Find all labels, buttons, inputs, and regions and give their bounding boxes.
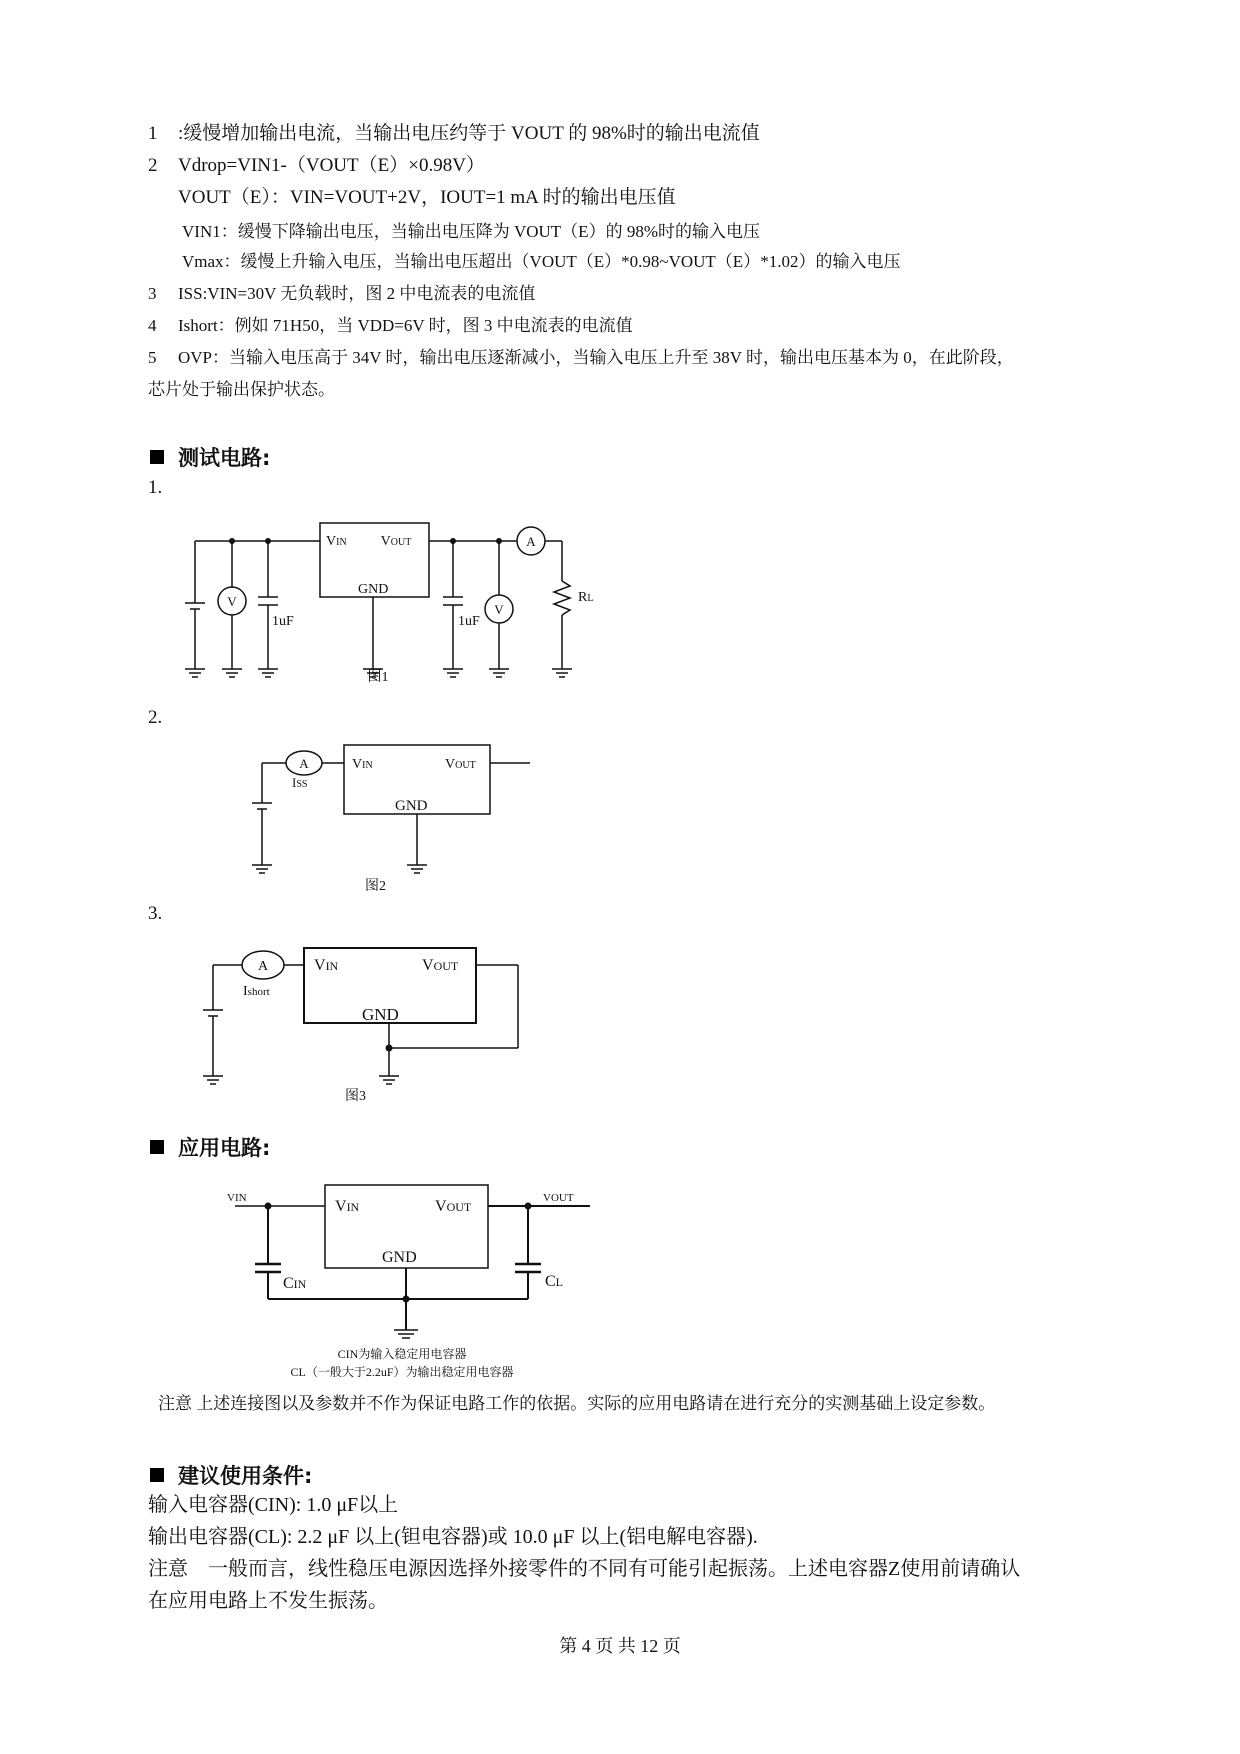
condition-note-cont: 在应用电路上不发生振荡。	[148, 1590, 388, 1612]
condition-cl: 输出电容器(CL): 2.2 μF 以上(钽电容器)或 10.0 μF 以上(铝电解电容器).	[148, 1526, 758, 1548]
svg-text:VIN: VIN	[227, 1192, 247, 1204]
bullet-square-icon	[150, 1140, 164, 1154]
figure-1-circuit	[180, 515, 620, 685]
svg-text:RL: RL	[578, 590, 594, 605]
section-heading-test-circuit	[150, 442, 270, 472]
note-number: 3	[148, 284, 157, 303]
note-2-vin1	[182, 220, 760, 244]
note-4	[148, 314, 633, 338]
note-text: :缓慢增加输出电流，当输出电压约等于 VOUT 的 98%时的输出电流值	[178, 123, 760, 144]
svg-text:VOUT: VOUT	[435, 1198, 472, 1215]
svg-text:VIN: VIN	[314, 957, 339, 974]
note-text: Vmax：缓慢上升输入电压，当输出电压超出（VOUT（E）*0.98~VOUT（E）*1.02）的输入电压	[182, 252, 901, 271]
svg-text:VOUT: VOUT	[380, 534, 412, 549]
heading-text: 建议使用条件:	[178, 1464, 313, 1488]
svg-text:CIN: CIN	[283, 1275, 307, 1292]
condition-cin: 输入电容器(CIN): 1.0 μF以上	[148, 1494, 399, 1516]
bullet-square-icon	[150, 1468, 164, 1482]
figure-caption: 图1	[367, 670, 389, 685]
figure-3-circuit	[200, 940, 540, 1105]
figure-caption: 图3	[345, 1089, 366, 1104]
test-item-2: 2.	[148, 707, 163, 728]
app-note: 注意 上述连接图以及参数并不作为保证电路工作的依据。实际的应用电路请在进行充分的实测基础上设定参数。	[158, 1394, 996, 1413]
note-number: 1	[148, 123, 158, 144]
note-3	[148, 282, 535, 306]
svg-text:VOUT: VOUT	[422, 957, 459, 974]
svg-text:VIN: VIN	[335, 1198, 360, 1215]
note-1	[148, 122, 760, 146]
note-5-cont	[148, 378, 335, 402]
svg-text:VIN: VIN	[326, 534, 347, 549]
note-text: OVP：当输入电压高于 34V 时，输出电压逐渐减小，当输入电压上升至 38V 时，输出电压基本为 0，在此阶段，	[178, 348, 1014, 367]
note-text: VIN1：缓慢下降输出电压，当输出电压降为 VOUT（E）的 98%时的输入电压	[182, 222, 760, 241]
svg-text:VOUT: VOUT	[445, 757, 476, 772]
note-text: ISS:VIN=30V 无负载时，图 2 中电流表的电流值	[178, 284, 536, 303]
figure-2-circuit	[240, 735, 540, 895]
svg-text:GND: GND	[362, 1005, 399, 1024]
section-heading-conditions	[150, 1460, 312, 1490]
ammeter-icon: A	[526, 534, 536, 549]
note-number: 2	[148, 155, 158, 176]
caption-cin: CIN为输入稳定用电容器	[337, 1347, 467, 1361]
test-item-1: 1.	[148, 477, 163, 498]
svg-text:1uF: 1uF	[272, 614, 294, 629]
caption-cl: CL（一般大于2.2uF）为输出稳定用电容器	[290, 1365, 514, 1379]
note-2-vmax	[182, 250, 900, 274]
svg-text:GND: GND	[382, 1249, 417, 1266]
note-5	[148, 346, 1014, 370]
figure-caption: 图2	[365, 879, 386, 894]
note-text: Vdrop=VIN1-（VOUT（E）×0.98V）	[178, 155, 485, 176]
svg-text:ISS: ISS	[292, 775, 308, 790]
note-text: Ishort：例如 71H50，当 VDD=6V 时，图 3 中电流表的电流值	[178, 316, 633, 335]
test-item-3: 3.	[148, 903, 163, 924]
note-text: VOUT（E）：VIN=VOUT+2V，IOUT=1 mA 时的输出电压值	[178, 187, 676, 208]
heading-text: 测试电路:	[178, 446, 271, 470]
note-2	[148, 154, 485, 178]
svg-text:GND: GND	[358, 582, 389, 597]
page-footer: 第 4 页 共 12 页	[559, 1636, 681, 1656]
note-text: 芯片处于输出保护状态。	[148, 380, 335, 399]
heading-text: 应用电路:	[178, 1136, 271, 1160]
svg-text:VIN: VIN	[352, 757, 373, 772]
svg-text:VOUT: VOUT	[543, 1192, 574, 1204]
svg-text:GND: GND	[395, 798, 428, 814]
condition-note: 注意 一般而言，线性稳压电源因选择外接零件的不同有可能引起振荡。上述电容器Z使用前请确认	[148, 1558, 1021, 1580]
application-circuit	[220, 1170, 620, 1380]
ammeter-icon: A	[299, 756, 309, 771]
note-number: 5	[148, 348, 157, 367]
svg-text:Ishort: Ishort	[243, 984, 270, 999]
note-number: 4	[148, 316, 157, 335]
voltmeter-icon: V	[227, 594, 237, 609]
section-heading-app-circuit	[150, 1132, 270, 1162]
voltmeter-icon: V	[494, 602, 504, 617]
ammeter-icon: A	[257, 959, 269, 974]
note-2-vout-e	[178, 186, 676, 210]
svg-text:CL: CL	[545, 1273, 564, 1290]
svg-text:1uF: 1uF	[458, 614, 480, 629]
bullet-square-icon	[150, 450, 164, 464]
